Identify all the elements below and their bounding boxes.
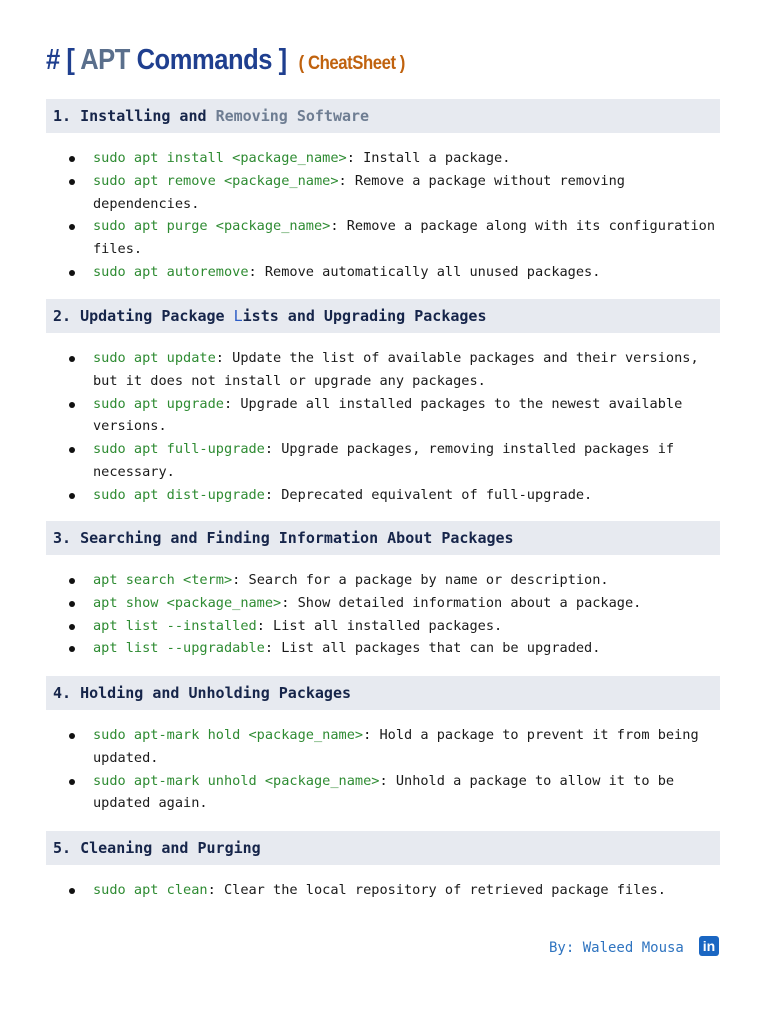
bullet-icon — [69, 402, 75, 408]
section-cleaning-purging — [46, 831, 720, 902]
section-heading-highlight: L — [233, 307, 243, 325]
list-item — [46, 615, 720, 638]
bullet-icon — [69, 224, 75, 230]
command-description: : Remove automatically all unused packages. — [248, 263, 601, 280]
bullet-icon — [69, 156, 75, 162]
section-heading — [46, 521, 720, 555]
list-item — [46, 569, 720, 592]
command-description: : Install a package. — [346, 150, 511, 166]
command-text: sudo apt-mark unhold <package_name> — [93, 772, 380, 789]
command-list — [46, 147, 720, 284]
bullet-icon — [69, 179, 75, 185]
linkedin-icon[interactable]: in — [699, 936, 719, 956]
section-heading — [46, 831, 720, 865]
command-text: sudo apt clean — [93, 882, 208, 898]
command-description: : Remove a package without removing dependencies. — [93, 172, 625, 212]
section-holding-unholding — [46, 676, 720, 815]
command-description: : Clear the local repository of retrieved package files. — [207, 882, 666, 898]
command-list — [46, 569, 720, 660]
bullet-icon — [69, 356, 75, 362]
command-text: sudo apt remove <package_name> — [93, 172, 339, 189]
command-description: : Upgrade packages, removing installed packages if necessary. — [93, 441, 675, 480]
bullet-icon — [69, 624, 75, 630]
command-description: : Deprecated equivalent of full-upgrade. — [264, 486, 593, 503]
section-searching-info — [46, 521, 720, 660]
list-item — [46, 770, 720, 816]
section-heading-text: 2. Updating Package — [53, 307, 234, 325]
list-item — [46, 484, 720, 507]
command-text: sudo apt purge <package_name> — [93, 218, 331, 235]
bullet-icon — [69, 888, 75, 894]
title-close-bracket: ] — [278, 44, 287, 76]
command-text: apt list --upgradable — [93, 640, 265, 657]
list-item — [46, 215, 720, 261]
list-item — [46, 724, 720, 770]
command-list — [46, 347, 720, 507]
section-heading-highlight: Removing Software — [215, 107, 370, 125]
title-commands: Commands — [136, 44, 273, 76]
section-installing-removing — [46, 99, 720, 284]
command-description: : List all packages that can be upgraded. — [264, 640, 601, 657]
command-description: : Hold a package to prevent it from being updated. — [93, 727, 699, 766]
section-updating-upgrading — [46, 299, 720, 507]
title-open-bracket: [ — [66, 44, 75, 76]
command-description: : Update the list of available packages and their versions, but it does not install or upgrade any packages. — [93, 350, 699, 389]
command-description: : Upgrade all installed packages to the newest available versions. — [93, 395, 683, 435]
section-heading-text: 1. Installing and — [53, 107, 216, 125]
command-text: sudo apt full-upgrade — [93, 441, 265, 458]
command-text: apt list --installed — [93, 617, 257, 634]
title-cheatsheet: ( CheatSheet ) — [298, 53, 405, 74]
command-description: : Show detailed information about a package. — [281, 594, 642, 611]
section-heading-text: 4. Holding and Unholding Packages — [53, 684, 352, 702]
list-item — [46, 393, 720, 439]
list-item — [46, 879, 720, 902]
command-text: apt show <package_name> — [93, 594, 282, 611]
command-description: : List all installed packages. — [256, 617, 503, 634]
bullet-icon — [69, 646, 75, 652]
command-list — [46, 724, 720, 815]
command-text: sudo apt install <package_name> — [93, 150, 347, 166]
section-heading — [46, 99, 720, 133]
list-item — [46, 592, 720, 615]
list-item — [46, 347, 720, 393]
command-list — [46, 879, 720, 902]
bullet-icon — [69, 578, 75, 584]
command-description: : Unhold a package to allow it to be updated again. — [93, 772, 675, 812]
bullet-icon — [69, 779, 75, 785]
command-text: sudo apt autoremove — [93, 263, 249, 280]
bullet-icon — [69, 601, 75, 607]
bullet-icon — [69, 270, 75, 276]
title-apt: APT — [80, 44, 130, 76]
command-text: sudo apt upgrade — [93, 395, 224, 412]
command-text: sudo apt-mark hold <package_name> — [93, 727, 364, 743]
page-title — [46, 44, 405, 77]
command-text: sudo apt dist-upgrade — [93, 486, 265, 503]
bullet-icon — [69, 493, 75, 499]
section-heading-text-rest: ists and Upgrading Packages — [242, 307, 487, 325]
command-description: : Search for a package by name or description. — [232, 572, 609, 588]
section-heading — [46, 676, 720, 710]
section-heading-text: 5. Cleaning and Purging — [53, 839, 261, 857]
list-item — [46, 261, 720, 284]
bullet-icon — [69, 733, 75, 739]
bullet-icon — [69, 447, 75, 453]
command-description: : Remove a package along with its configuration files. — [93, 218, 715, 258]
list-item — [46, 438, 720, 484]
list-item — [46, 637, 720, 660]
title-hash: # — [46, 44, 60, 76]
author-credit: By: Waleed Mousa — [549, 940, 684, 956]
list-item — [46, 170, 720, 216]
command-text: apt search <term> — [93, 572, 233, 588]
list-item — [46, 147, 720, 170]
command-text: sudo apt update — [93, 350, 216, 366]
section-heading-text: 3. Searching and Finding Information About Packages — [53, 529, 514, 547]
section-heading — [46, 299, 720, 333]
